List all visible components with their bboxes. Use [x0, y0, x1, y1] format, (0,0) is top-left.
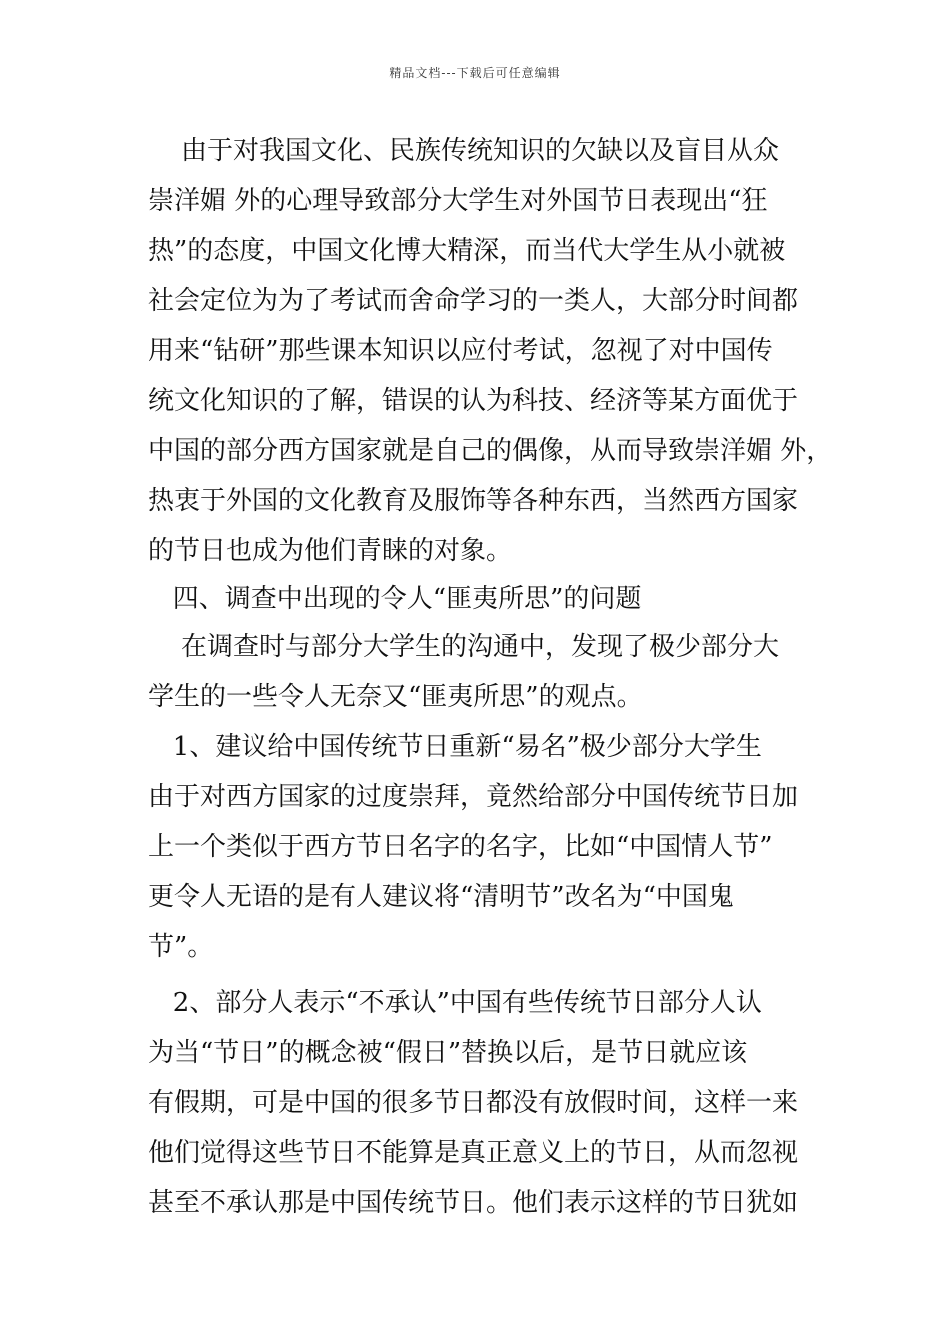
text-line: 由于对我国文化、民族传统知识的欠缺以及盲目从众 — [148, 136, 780, 166]
text-line: 统文化知识的了解，错误的认为科技、经济等某方面优于 — [148, 386, 799, 416]
text-line: 热”的态度，中国文化博大精深，而当代大学生从小就被 — [148, 236, 786, 266]
text-line: 社会定位为为了考试而舍命学习的一类人，大部分时间都 — [148, 286, 799, 316]
section-heading: 四、调查中出现的令人“匪夷所思”的问题 — [148, 584, 642, 614]
text-line: 中国的部分西方国家就是自己的偶像，从而导致崇洋媚 外， — [148, 436, 833, 466]
text-line: 更令人无语的是有人建议将“清明节”改名为“中国鬼 — [148, 882, 734, 912]
page-header: 精品文档---下载后可任意编辑 — [389, 66, 561, 80]
text-line: 由于对西方国家的过度崇拜，竟然给部分中国传统节日加 — [148, 782, 799, 812]
text-line: 学生的一些令人无奈又“匪夷所思”的观点。 — [148, 682, 643, 712]
text-line: 他们觉得这些节日不能算是真正意义上的节日，从而忽视 — [148, 1138, 799, 1168]
text-line: 1、建议给中国传统节日重新“易名”极少部分大学生 — [148, 732, 762, 762]
text-line: 的节日也成为他们青睐的对象。 — [148, 536, 513, 566]
text-line: 为当“节日”的概念被“假日”替换以后，是节日就应该 — [148, 1038, 748, 1068]
text-line: 热衷于外国的文化教育及服饰等各种东西，当然西方国家 — [148, 486, 799, 516]
text-line: 在调查时与部分大学生的沟通中，发现了极少部分大 — [148, 632, 780, 662]
text-line: 上一个类似于西方节日名字的名字，比如“中国情人节” — [148, 832, 773, 862]
text-line: 有假期，可是中国的很多节日都没有放假时间，这样一来 — [148, 1088, 799, 1118]
text-line: 节”。 — [148, 932, 214, 962]
text-line: 甚至不承认那是中国传统节日。他们表示这样的节日犹如 — [148, 1188, 799, 1218]
text-line: 崇洋媚 外的心理导致部分大学生对外国节日表现出“狂 — [148, 186, 768, 216]
text-line: 2、部分人表示“不承认”中国有些传统节日部分人认 — [148, 988, 762, 1018]
text-line: 用来“钻研”那些课本知识以应付考试，忽视了对中国传 — [148, 336, 773, 366]
